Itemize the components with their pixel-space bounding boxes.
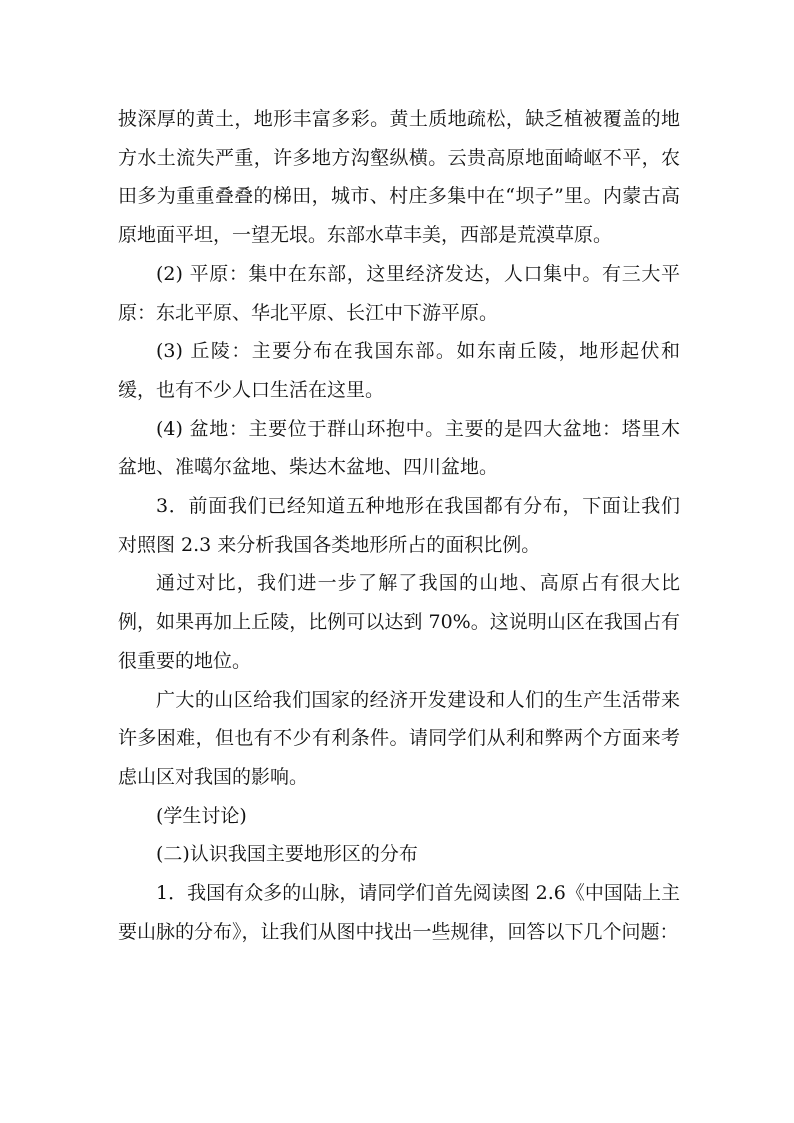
section-heading-terrain-regions: (二)认识我国主要地形区的分布	[156, 843, 418, 866]
paragraph-hills: (3) 丘陵：主要分布在我国东部。如东南丘陵，地形起伏和缓，也有不少人口生活在这里。	[118, 340, 680, 401]
paragraph-loess-continuation: 披深厚的黄土，地形丰富多彩。黄土质地疏松，缺乏植被覆盖的地方水土流失严重，许多地方沟壑纵横。云贵高原地面崎岖不平，农田多为重重叠叠的梯田，城市、村庄多集中在“坝子”里。内蒙古高原地面平坦，一望无垠。东部水草丰美，西部是荒漠草原。	[118, 108, 680, 247]
paragraph-plains: (2) 平原：集中在东部，这里经济发达，人口集中。有三大平原：东北平原、华北平原、长江中下游平原。	[118, 262, 680, 324]
paragraph-terrain-proportion: 3．前面我们已经知道五种地形在我国都有分布，下面让我们对照图 2.3 来分析我国各类地形所占的面积比例。	[118, 495, 680, 556]
paragraph-basins: (4) 盆地：主要位于群山环抱中。主要的是四大盆地：塔里木盆地、准噶尔盆地、柴达木盆地、四川盆地。	[118, 417, 680, 479]
paragraph-student-discussion: (学生讨论)	[156, 804, 247, 827]
paragraph-mountain-impact: 广大的山区给我们国家的经济开发建设和人们的生产生活带来许多困难，但也有不少有利条件。请同学们从利和弊两个方面来考虑山区对我国的影响。	[118, 688, 680, 788]
document-body	[118, 100, 680, 951]
paragraph-comparison: 通过对比，我们进一步了解了我国的山地、高原占有很大比例，如果再加上丘陵，比例可以达到 70%。这说明山区在我国占有很重要的地位。	[118, 572, 680, 672]
paragraph-mountain-ranges: 1．我国有众多的山脉，请同学们首先阅读图 2.6《中国陆上主要山脉的分布》，让我们从图中找出一些规律，回答以下几个问题：	[118, 882, 680, 943]
